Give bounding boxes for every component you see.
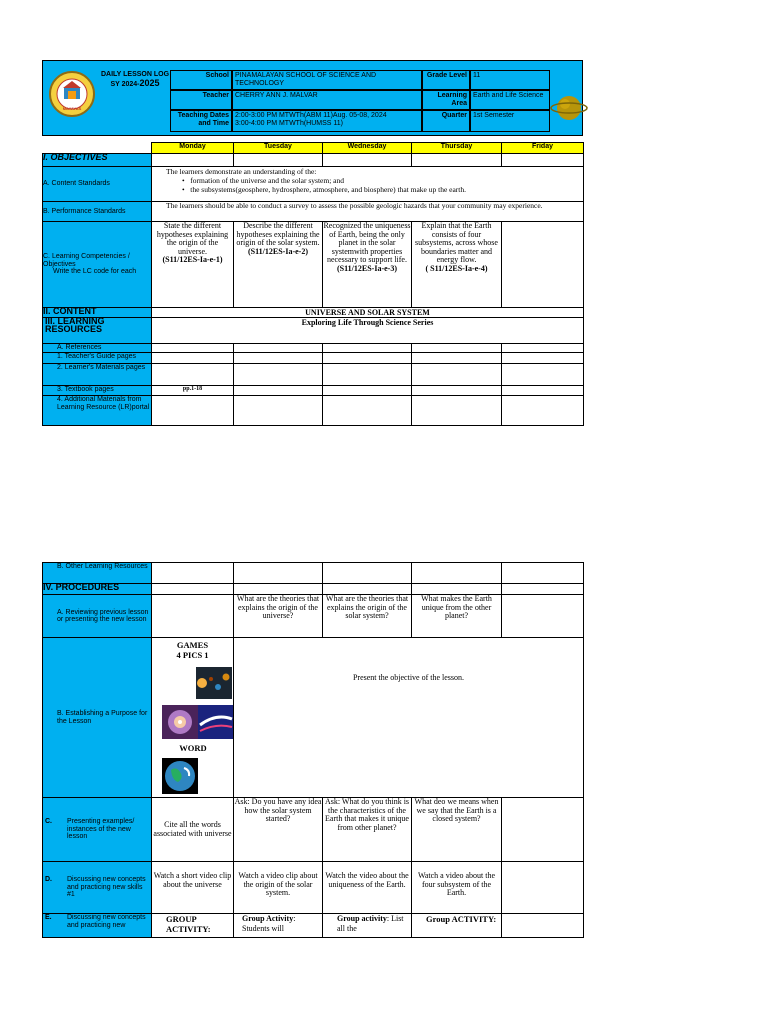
- discussing1-thursday: Watch a video about the four subsystem of the Earth.: [412, 862, 502, 914]
- discussing2-monday: GROUP ACTIVITY:: [152, 914, 234, 938]
- day-friday: Friday: [502, 143, 584, 154]
- discussing2-letter: E.: [45, 914, 52, 921]
- procedures-label: IV. PROCEDURES: [43, 584, 152, 595]
- dll-title: DAILY LESSON LOG: [100, 71, 170, 78]
- school-value: PINAMALAYAN SCHOOL OF SCIENCE AND TECHNOLOGY: [232, 70, 422, 90]
- teachers-guide-label: 1. Teacher's Guide pages: [43, 353, 152, 364]
- competencies-label: [43, 222, 152, 308]
- dates-value-1: 2:00-3:00 PM MTWTh(ABM 11)Aug. 05-08, 2024: [235, 112, 387, 119]
- discussing1-friday: [502, 862, 584, 914]
- content-label: II. CONTENT: [43, 308, 152, 318]
- presenting-thursday: What deo we means when we say that the Earth is a closed system?: [412, 798, 502, 862]
- content-standards: [152, 167, 584, 202]
- area-value: Earth and Life Science: [470, 90, 550, 110]
- textbook-value: pp.1-18: [152, 386, 234, 396]
- presenting-label-cell: [43, 798, 152, 862]
- quarter-label: Quarter: [422, 110, 470, 132]
- purpose-label: B. Establishing a Purpose for the Lesson: [43, 638, 152, 798]
- discussing2-label-cell: [43, 914, 152, 938]
- competencies-title: C. Learning Competencies / Objectives: [43, 253, 130, 268]
- day-tuesday: Tuesday: [234, 143, 323, 154]
- word-title: WORD: [179, 743, 207, 753]
- discussing1-tuesday: Watch a video clip about the origin of the solar system.: [234, 862, 323, 914]
- logo-caption: MAYAYAS: [62, 106, 82, 111]
- dll-sy-year: 2025: [139, 78, 160, 88]
- presenting-monday: Cite all the words associated with universe: [152, 798, 234, 862]
- day-thursday: Thursday: [412, 143, 502, 154]
- references-label: A. References: [43, 344, 152, 353]
- reviewing-wednesday: What are the theories that explains the origin of the solar system?: [323, 595, 412, 638]
- resources-label: III. LEARNING RESOURCES: [43, 318, 152, 344]
- discussing2-label: Discussing new concepts and practicing new: [67, 914, 146, 929]
- galaxy-image: [162, 705, 198, 739]
- cs-bullet-1: • formation of the universe and the solar system; and: [182, 176, 344, 185]
- performance-standards-label: B. Performance Standards: [43, 202, 152, 222]
- quarter-value: 1st Semester: [470, 110, 550, 132]
- earth-image: [162, 758, 198, 794]
- school-logo: [47, 70, 97, 118]
- discussing2-tuesday: Group Activity: Students will: [234, 914, 323, 938]
- presenting-tuesday: Ask: Do you have any idea how the solar system started?: [234, 798, 323, 862]
- presenting-wednesday: Ask: What do you think is the characteristics of the Earth that makes it unique from other planet?: [323, 798, 412, 862]
- discussing1-letter: D.: [45, 876, 52, 884]
- discussing2-wednesday: Group activity: List all the: [323, 914, 412, 938]
- teacher-value: CHERRY ANN J. MALVAR: [232, 90, 422, 110]
- content-standards-intro: The learners demonstrate an understanding of the:: [166, 167, 317, 176]
- reviewing-thursday: What makes the Earth unique from the other planet?: [412, 595, 502, 638]
- textbook-label: 3. Textbook pages: [43, 386, 152, 396]
- competency-monday: State the different hypotheses explaining the origin of the universe. (S11/12ES-Ia-e-1): [152, 222, 234, 308]
- reviewing-label: A. Reviewing previous lesson or presenting the new lesson: [43, 595, 152, 638]
- discussing1-wednesday: Watch the video about the uniqueness of the Earth.: [323, 862, 412, 914]
- cs-bullet-2: • the subsystems(geosphere, hydrosphere, atmosphere, and biosphere) that make up the earth.: [182, 185, 467, 194]
- resources-value: Exploring Life Through Science Series: [152, 318, 584, 344]
- dll-sy: SY 2024-: [110, 81, 140, 88]
- games-title: GAMES: [176, 640, 209, 650]
- teacher-label: Teacher: [170, 90, 232, 110]
- discussing1-monday: Watch a short video clip about the universe: [152, 862, 234, 914]
- reviewing-monday: [152, 595, 234, 638]
- objectives-label: I. OBJECTIVES: [43, 154, 152, 167]
- lesson-table-bottom: [42, 562, 584, 938]
- day-monday: Monday: [152, 143, 234, 154]
- purpose-games-cell: [152, 638, 234, 798]
- learners-materials-label: 2. Learner's Materials pages: [43, 364, 152, 386]
- discussing1-label-cell: [43, 862, 152, 914]
- other-resources-label: B. Other Learning Resources: [43, 563, 152, 584]
- nebula-image: [198, 705, 234, 739]
- content-value: UNIVERSE AND SOLAR SYSTEM: [152, 308, 584, 318]
- solar-system-image: [196, 667, 232, 699]
- competency-thursday: Explain that the Earth consists of four subsystems, across whose boundaries matter and energy flow. ( S11/12ES-Ia-e-4): [412, 222, 502, 308]
- planet-icon: [550, 92, 588, 124]
- reviewing-friday: [502, 595, 584, 638]
- purpose-text: Present the objective of the lesson.: [234, 638, 584, 798]
- additional-materials-label: 4. Additional Materials from Learning Resource (LR)portal: [43, 396, 152, 426]
- reviewing-tuesday: What are the theories that explains the origin of the universe?: [234, 595, 323, 638]
- lesson-table-top: [42, 142, 584, 426]
- area-label: Learning Area: [422, 90, 470, 110]
- competency-tuesday: Describe the different hypotheses explaining the origin of the solar system. (S11/12ES-Ia-e-2): [234, 222, 323, 308]
- performance-standards: The learners should be able to conduct a survey to assess the possible geologic hazards that your community may experience.: [152, 202, 584, 222]
- dates-label: Teaching Dates and Time: [170, 110, 232, 132]
- presenting-friday: [502, 798, 584, 862]
- content-standards-label: A. Content Standards: [43, 167, 152, 202]
- dates-value-2: 3:00-4:00 PM MTWTh(HUMSS 11): [235, 120, 344, 127]
- grade-label: Grade Level: [422, 70, 470, 90]
- day-wednesday: Wednesday: [323, 143, 412, 154]
- dates-value: [232, 110, 422, 132]
- competencies-sub: Write the LC code for each: [53, 268, 137, 276]
- discussing2-friday: [502, 914, 584, 938]
- four-pics-title: 4 PICS 1: [176, 650, 209, 660]
- discussing1-label: Discussing new concepts and practicing new skills #1: [67, 876, 146, 899]
- presenting-letter: C.: [45, 818, 52, 826]
- competency-wednesday: Recognized the uniqueness of Earth, being the only planet in the solar systemwith properties necessary to support life. (S11/12ES-Ia-e-3): [323, 222, 412, 308]
- presenting-label: Presenting examples/ instances of the new lesson: [67, 818, 135, 841]
- grade-value: 11: [470, 70, 550, 90]
- discussing2-thursday: Group ACTIVITY:: [412, 914, 502, 938]
- school-label: School: [170, 70, 232, 90]
